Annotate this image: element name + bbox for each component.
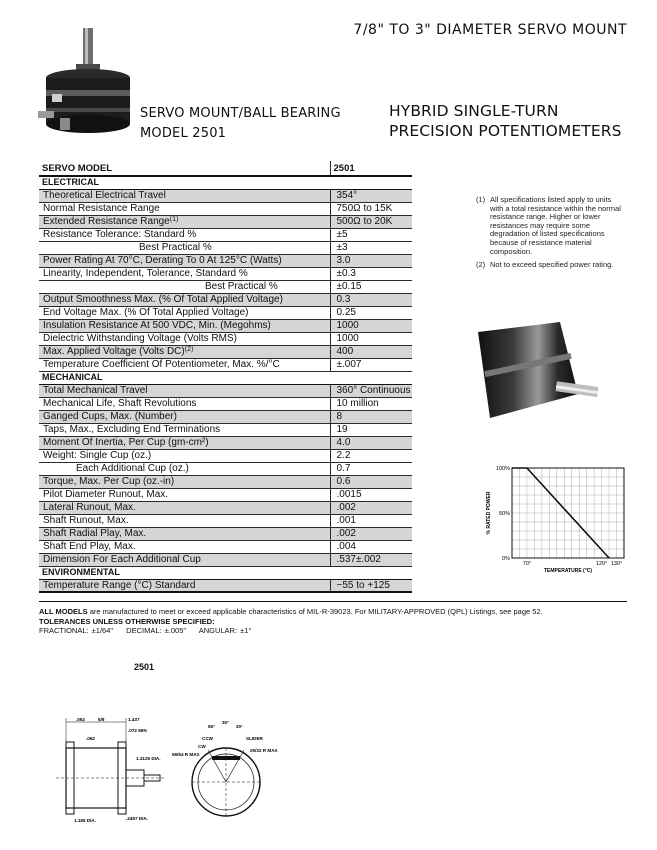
footnotes (476, 196, 626, 275)
spec-table (39, 161, 412, 593)
dim-d4: .072 MIN (128, 728, 147, 733)
x-axis-label: TEMPERATURE (°C) (543, 568, 593, 574)
table-row: Output Smoothness Max. (% Of Total Applied Voltage) 0.3 (39, 293, 412, 306)
dim-d5: .062 (86, 736, 95, 741)
y-axis-label: % RATED POWER (486, 491, 492, 535)
table-row: Power Rating At 70°C, Derating To 0 At 125°C (Watts) 3.0 (39, 254, 412, 267)
dim-r1: 29/32 R MAX (250, 748, 278, 753)
table-row: Weight: Single Cup (oz.) 2.2 (39, 449, 412, 462)
dim-ccw: CCW (202, 736, 213, 741)
product-photo (38, 28, 138, 140)
header-value: 2501 (330, 161, 412, 176)
footer-divider (39, 601, 627, 602)
table-row: Shaft End Play, Max. .004 (39, 540, 412, 553)
table-row: Total Mechanical Travel 360° Continuous (39, 384, 412, 397)
dim-d2: 5/8 (98, 717, 105, 722)
table-row: Pilot Diameter Runout, Max. .0015 (39, 488, 412, 501)
table-row: Insulation Resistance At 500 VDC, Min. (Megohms) 1000 (39, 319, 412, 332)
section-mechanical: MECHANICAL (39, 371, 412, 384)
power-derating-chart (474, 462, 644, 580)
tolerance-decimal: DECIMAL: ±.005" (126, 626, 187, 635)
table-row: Shaft Radial Play, Max. .002 (39, 527, 412, 540)
y-tick-label: 0% (502, 556, 510, 562)
table-row: Linearity, Independent, Tolerance, Standard % ±0.3 (39, 267, 412, 280)
x-tick-label: 70° (522, 561, 532, 567)
dim-r2: 59/64 R MAX (172, 752, 200, 757)
table-row: Temperature Coefficient Of Potentiometer, Max. %/°C ±.007 (39, 358, 412, 371)
table-row: Moment Of Inertia, Per Cup (gm-cm²) 4.0 (39, 436, 412, 449)
dim-d6: 1.3125 DIA. (136, 756, 161, 761)
y-tick-label: 50% (498, 511, 510, 517)
title-line1: HYBRID SINGLE-TURN (389, 102, 559, 120)
tolerance-fractional: FRACTIONAL: ±1/64" (39, 626, 114, 635)
footnote-ref: (2) (184, 346, 194, 353)
dim-a1: 55° (208, 724, 215, 729)
table-row: Temperature Range (°C) Standard −55 to +125 (39, 579, 412, 592)
table-row: Mechanical Life, Shaft Revolutions 10 million (39, 397, 412, 410)
table-header-row (39, 161, 412, 176)
dim-a3: 20° (236, 724, 243, 729)
dim-a2: 30° (222, 720, 229, 725)
table-row: Best Practical % ±3 (39, 241, 412, 254)
footnote-2: (2) Not to exceed specified power rating. (476, 260, 614, 270)
table-row: Theoretical Electrical Travel 354° (39, 189, 412, 202)
footnote-ref: (1) (169, 216, 179, 223)
footer-tolerances (39, 626, 261, 635)
table-row: Taps, Max., Excluding End Terminations 19 (39, 423, 412, 436)
y-tick-label: 100% (495, 466, 510, 472)
table-row: Ganged Cups, Max. (Number) 8 (39, 410, 412, 423)
table-row: Normal Resistance Range 750Ω to 15K (39, 202, 412, 215)
footnote-1: (1) All specifications listed apply to units with a total resistance within the normal resistance range. Higher or lower resistances may require some degradation of listed specifications because of resistance material composition. (476, 195, 621, 256)
table-row: Shaft Runout, Max. .001 (39, 514, 412, 527)
footer-tolerance-heading: TOLERANCES UNLESS OTHERWISE SPECIFIED: (39, 617, 215, 626)
table-row: Torque, Max. Per Cup (oz.-in) 0.6 (39, 475, 412, 488)
title-line2: PRECISION POTENTIOMETERS (389, 122, 622, 140)
dim-d8: .2497 DIA. (126, 816, 148, 821)
footer-compliance-note: ALL MODELS are manufactured to meet or exceed applicable characteristics of MIL-R-39023. For MILITARY-APPROVED (QPL) Listings, see page 52. (39, 607, 543, 616)
table-row: Dimension For Each Additional Cup .537±.002 (39, 553, 412, 566)
series-title (140, 104, 341, 144)
header-label: SERVO MODEL (39, 161, 330, 176)
table-row: Extended Resistance Range$^{(1)}$ 500Ω to 20K (39, 215, 412, 228)
product-closeup-photo (478, 322, 598, 434)
dimension-drawing (36, 712, 286, 830)
dim-d1: .062 (76, 717, 85, 722)
dim-slider: SLIDER (246, 736, 263, 741)
product-title (389, 101, 622, 141)
x-tick-label: 130° (610, 561, 623, 567)
section-environmental: ENVIRONMENTAL (39, 566, 412, 579)
page-category-header: 7/8" TO 3" DIAMETER SERVO MOUNT (353, 22, 627, 38)
table-row: Best Practical % ±0.15 (39, 280, 412, 293)
table-row: Resistance Tolerance: Standard % ±5 (39, 228, 412, 241)
drawing-model-label: 2501 (134, 662, 155, 672)
series-model: MODEL 2501 (140, 126, 227, 141)
table-row: Lateral Runout, Max. .002 (39, 501, 412, 514)
section-electrical: ELECTRICAL (39, 176, 412, 189)
table-row: Dielectric Withstanding Voltage (Volts RMS) 1000 (39, 332, 412, 345)
table-row: Max. Applied Voltage (Volts DC)$^{(2)}$ 400 (39, 345, 412, 358)
dim-d3: 1.437 (128, 717, 140, 722)
dim-cw: CW (198, 744, 206, 749)
series-line1: SERVO MOUNT/BALL BEARING (140, 106, 341, 121)
dim-d7: 1.185 DIA. (74, 818, 96, 823)
x-tick-label: 120° (595, 561, 608, 567)
tolerance-angular: ANGULAR: ±1° (198, 626, 252, 635)
table-row: Each Additional Cup (oz.) 0.7 (39, 462, 412, 475)
table-row: End Voltage Max. (% Of Total Applied Voltage) 0.25 (39, 306, 412, 319)
